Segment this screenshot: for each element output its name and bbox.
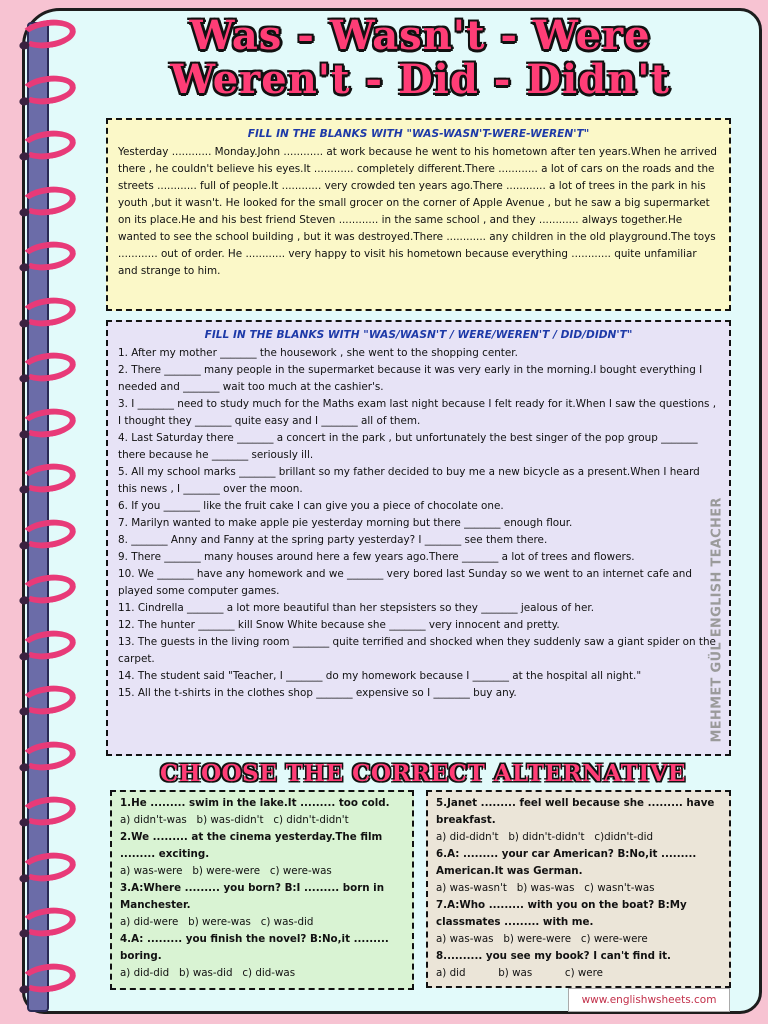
question-text: 6.A: ......... your car American? B:No,it ......... American.It was German. bbox=[436, 848, 697, 877]
author-watermark-text: MEHMET GÜL ENGLISH TEACHER bbox=[709, 497, 725, 743]
question-text: 1.He ......... swim in the lake.It ......... too cold. bbox=[120, 797, 390, 809]
exercise-2-item: 12. The hunter _______ kill Snow White because she _______ very innocent and pretty. bbox=[118, 619, 560, 631]
question-options: a) was-wasn't b) was-was c) wasn't-was bbox=[436, 882, 655, 894]
exercise-3-left-box bbox=[110, 790, 414, 990]
question-options: a) did-didn't b) didn't-didn't c)didn't-did bbox=[436, 831, 654, 843]
exercise-2-item: 10. We _______ have any homework and we _______ very bored last Sunday so we went to an internet cafe and played some computer games. bbox=[118, 568, 692, 597]
question-options: a) was-was b) were-were c) were-were bbox=[436, 933, 648, 945]
question-text: 5.Janet ......... feel well because she ......... have breakfast. bbox=[436, 797, 715, 826]
exercise-3-heading: CHOOSE THE CORRECT ALTERNATIVE bbox=[160, 760, 686, 787]
exercise-2-item: 6. If you _______ like the fruit cake I can give you a piece of chocolate one. bbox=[118, 500, 504, 512]
exercise-2-item: 3. I _______ need to study much for the Maths exam last night because I felt ready for it.When I saw the questions , I thought they _______ quite easy and I _______ all of them. bbox=[118, 398, 717, 427]
question-text: 2.We ......... at the cinema yesterday.The film ......... exciting. bbox=[120, 831, 383, 860]
exercise-2-item: 4. Last Saturday there _______ a concert in the park , but unfortunately the best singer of the pop group _______ there because he _______ seriously ill. bbox=[118, 432, 698, 461]
question-options: a) did-did b) was-did c) did-was bbox=[120, 967, 296, 979]
question-text: 8.......... you see my book? I can't find it. bbox=[436, 950, 671, 962]
exercise-2-item: 2. There _______ many people in the supermarket because it was very early in the morning.I bought everything I needed and _______ wait too much at the cashier's. bbox=[118, 364, 703, 393]
exercise-2-item: 1. After my mother _______ the housework , she went to the shopping center. bbox=[118, 347, 518, 359]
question-text: 4.A: ......... you finish the novel? B:No,it ......... boring. bbox=[120, 933, 389, 962]
exercise-2-item: 14. The student said "Teacher, I _______ do my homework because I _______ at the hospital all night." bbox=[118, 670, 642, 682]
exercise-2-item: 11. Cindrella _______ a lot more beautiful than her stepsisters so they _______ jealous of her. bbox=[118, 602, 595, 614]
exercise-3-left-list bbox=[120, 795, 404, 982]
question-text: 7.A:Who ......... with you on the boat? B:My classmates ......... with me. bbox=[436, 899, 687, 928]
exercise-3-right-box bbox=[426, 790, 731, 988]
exercise-2-item: 7. Marilyn wanted to make apple pie yesterday morning but there _______ enough flour. bbox=[118, 517, 573, 529]
exercise-3-right-list bbox=[436, 795, 721, 982]
exercise-2-box bbox=[106, 320, 731, 756]
question-options: a) did-were b) were-was c) was-did bbox=[120, 916, 314, 928]
title-line-2: Weren't - Did - Didn't bbox=[170, 56, 670, 103]
exercise-2-item: 13. The guests in the living room _______ quite terrified and shocked when they suddenly saw a giant spider on the carpet. bbox=[118, 636, 716, 665]
exercise-2-heading: FILL IN THE BLANKS WITH "WAS/WASN'T / WERE/WEREN'T / DID/DIDN'T" bbox=[204, 329, 633, 341]
author-watermark bbox=[702, 497, 728, 750]
exercise-2-item: 5. All my school marks _______ brillant so my father decided to buy me a new bicycle as a present.When I heard this news , I _______ over the moon. bbox=[118, 466, 700, 495]
title-line-1: Was - Wasn't - Were bbox=[189, 12, 651, 59]
exercise-1-heading: FILL IN THE BLANKS WITH "WAS-WASN'T-WERE-WEREN'T" bbox=[247, 128, 590, 140]
question-options: a) did b) was c) were bbox=[436, 967, 603, 979]
website-link[interactable]: www.englishwsheets.com bbox=[568, 988, 730, 1012]
exercise-2-list bbox=[118, 345, 719, 702]
exercise-2-item: 8. _______ Anny and Fanny at the spring party yesterday? I _______ see them there. bbox=[118, 534, 548, 546]
question-text: 3.A:Where ......... you born? B:I ......... born in Manchester. bbox=[120, 882, 385, 911]
question-options: a) didn't-was b) was-didn't c) didn't-didn't bbox=[120, 814, 349, 826]
exercise-1-box bbox=[106, 118, 731, 311]
exercise-1-text: Yesterday ............ Monday.John ............ at work because he went to his hometown after ten years.When he arrived there , he couldn't believe his eyes.It ............ completely different.There ............ a lot of cars on the roads and the streets ............ full of people.It ............ very crowded ten years ago.There ............ a lot of trees in the park in his youth ,but it wasn't. He looked for the small grocer on the corner of Apple Avenue , but he saw a big supermarket on its place.He and his best friend Steven ............ in the same school , and they ............ always together.He wanted to see the school building , but it was destroyed.There ............ any children in the old playground.The toys ............ out of order. He ............ very happy to visit his hometown because everything ............ quite unfamiliar and strange to him. bbox=[118, 146, 717, 277]
exercise-2-item: 9. There _______ many houses around here a few years ago.There _______ a lot of trees and flowers. bbox=[118, 551, 635, 563]
exercise-2-item: 15. All the t-shirts in the clothes shop _______ expensive so I _______ buy any. bbox=[118, 687, 517, 699]
question-options: a) was-were b) were-were c) were-was bbox=[120, 865, 332, 877]
